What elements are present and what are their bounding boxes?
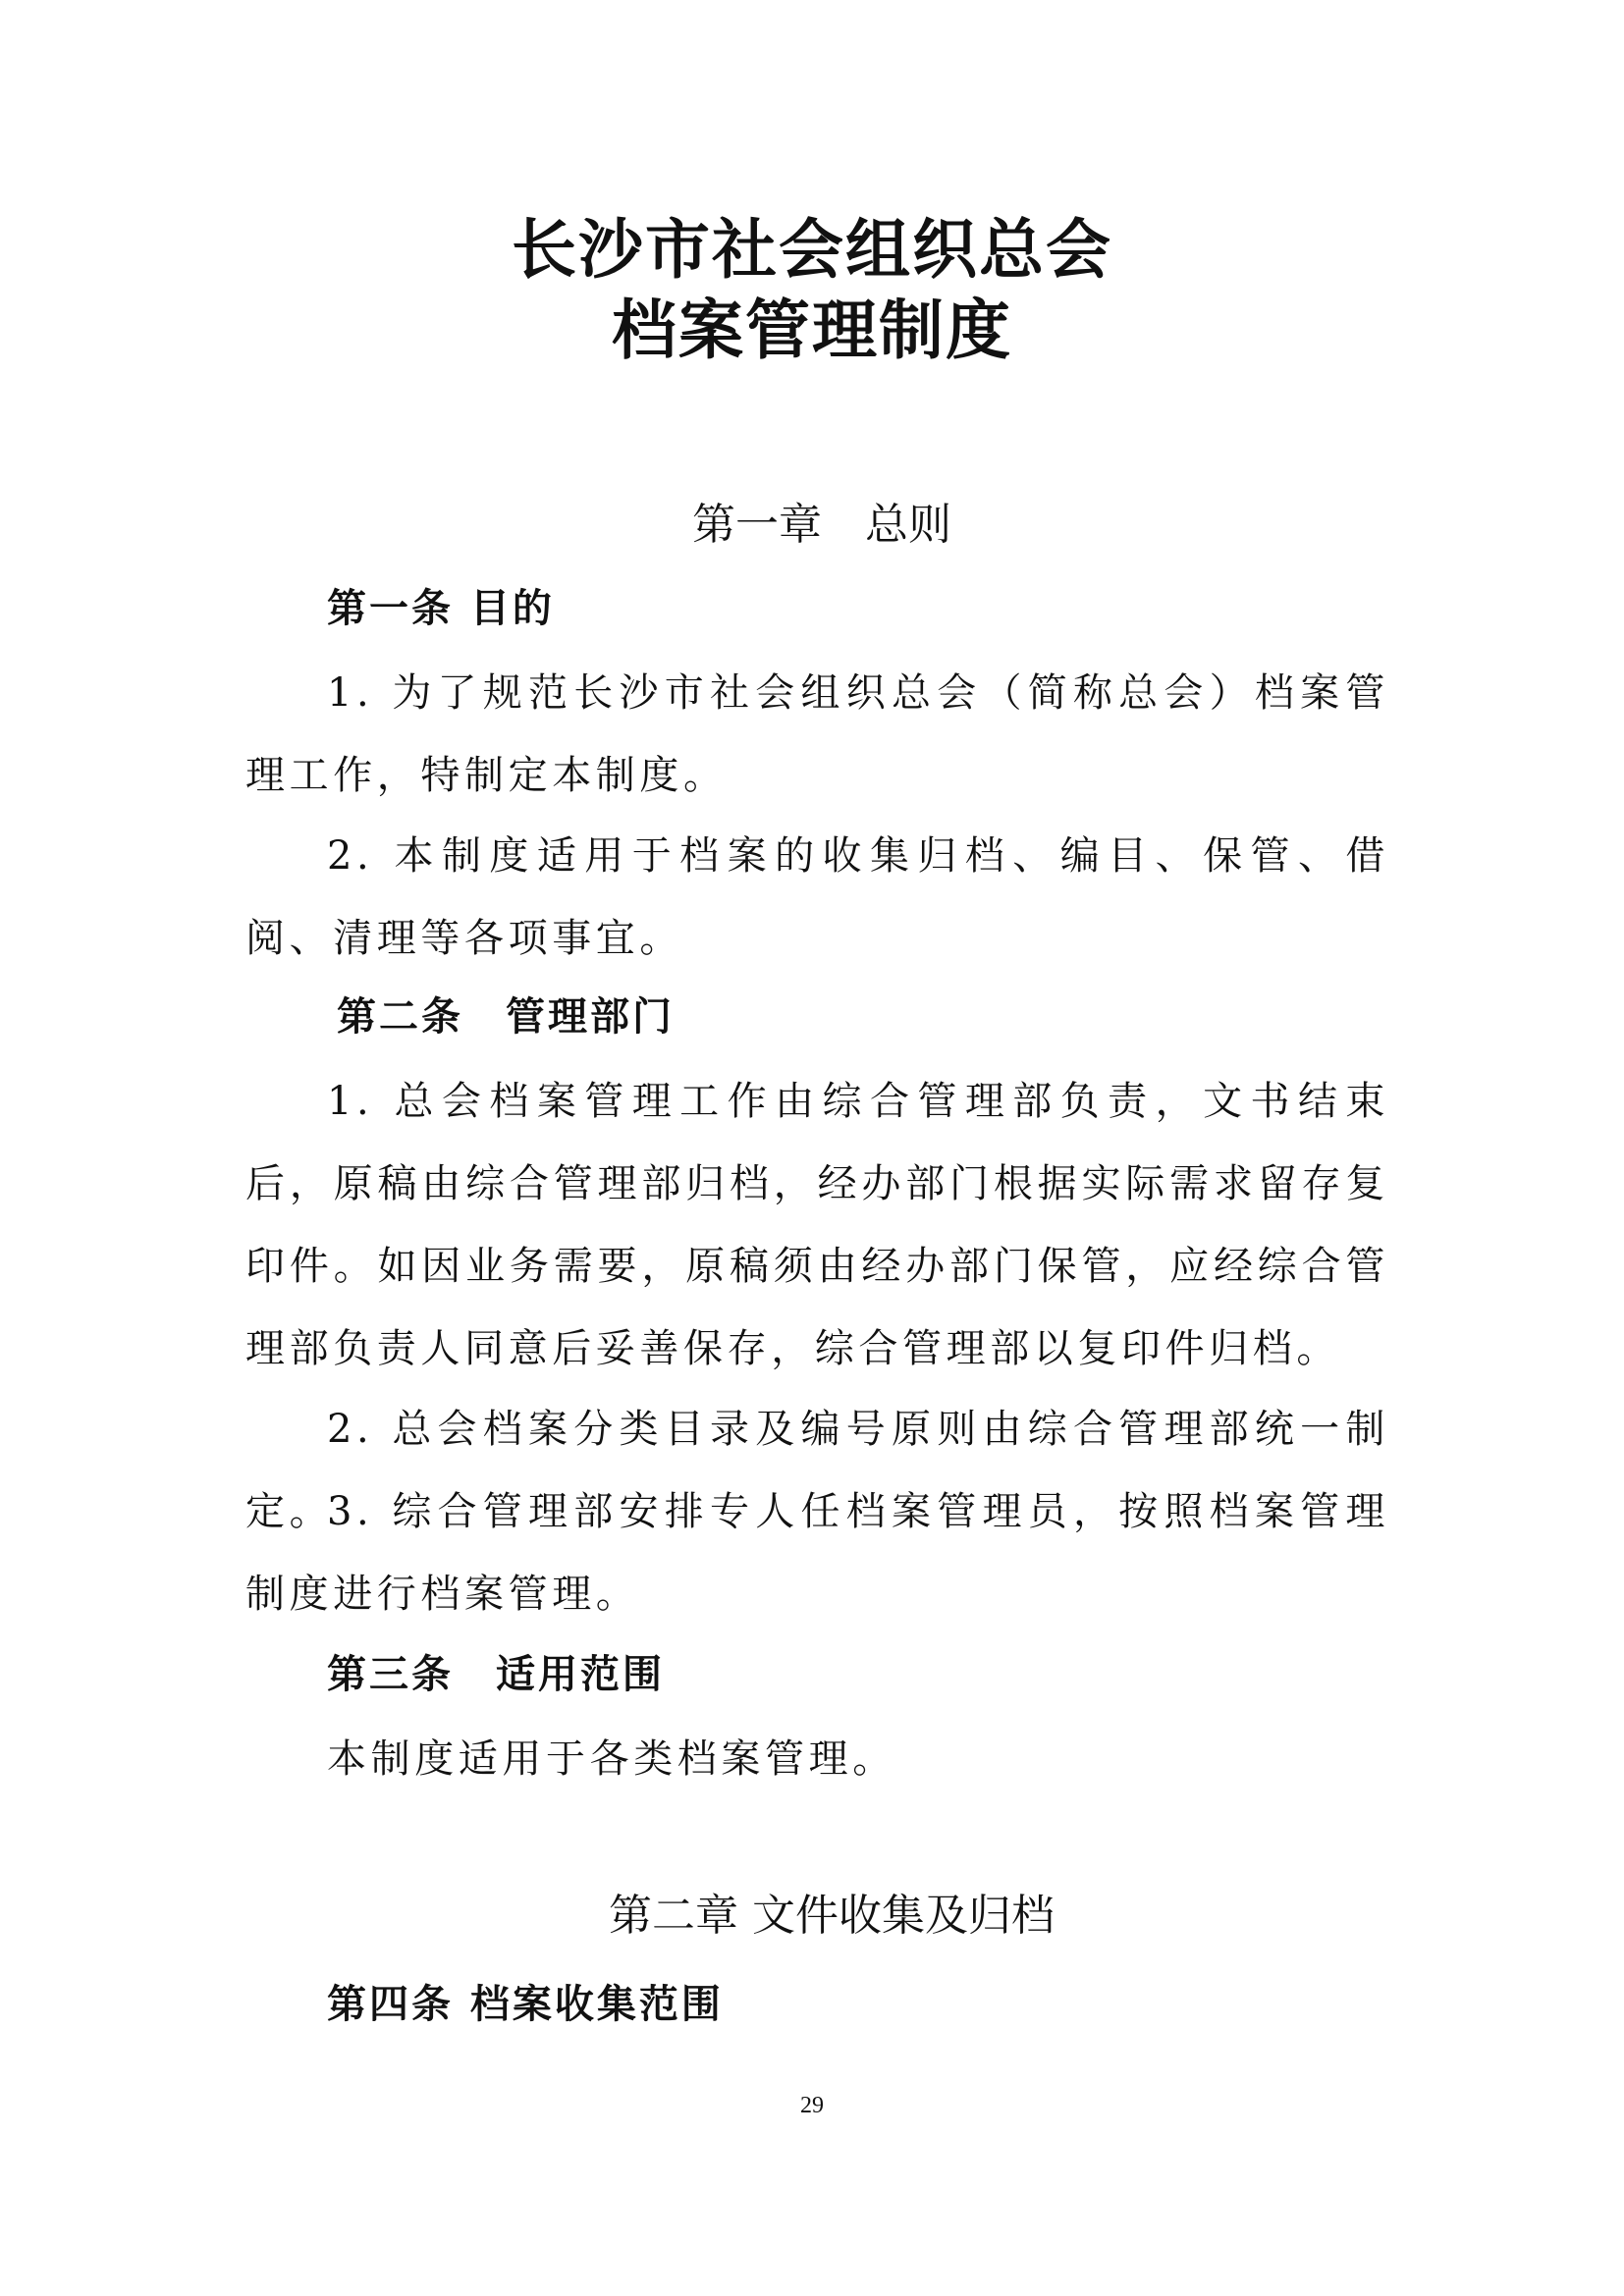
article-3-heading: 第三条 适用范围: [327, 1651, 665, 1697]
chapter-1-heading: 第一章 总则: [692, 500, 951, 550]
article-3-paragraph-1: 本制度适用于各类档案管理。: [327, 1736, 896, 1782]
article-1-paragraph-2: 2. 本制度适用于档案的收集归档、编目、保管、借阅、清理等各项事宜。: [245, 833, 1389, 961]
chapter-2-heading: 第二章 文件收集及归档: [609, 1891, 1055, 1941]
article-2-heading: 第二条 管理部门: [337, 993, 675, 1040]
article-2-paragraph-1: 1. 总会档案管理工作由综合管理部负责，文书结束后，原稿由综合管理部归档，经办部门根据实际需求留存复印件。如因业务需要，原稿须由经办部门保管，应经综合管理部负责人同意后妥善保存，综合管理部以复印件归档。: [245, 1079, 1389, 1371]
page-number: 29: [800, 2093, 824, 2118]
article-2-paragraph-2: 2. 总会档案分类目录及编号原则由综合管理部统一制定。: [245, 1407, 1389, 1534]
article-1-paragraph-1: 1. 为了规范长沙市社会组织总会（简称总会）档案管理工作，特制定本制度。: [245, 670, 1389, 798]
document-title-line-2: 档案管理制度: [612, 292, 1012, 368]
article-2-paragraph-3: 3. 综合管理部安排专人任档案管理员，按照档案管理制度进行档案管理。: [245, 1489, 1389, 1617]
article-1-heading: 第一条 目的: [327, 585, 555, 631]
document-title-line-1: 长沙市社会组织总会: [512, 211, 1112, 288]
article-4-heading: 第四条 档案收集范围: [327, 1981, 724, 2027]
